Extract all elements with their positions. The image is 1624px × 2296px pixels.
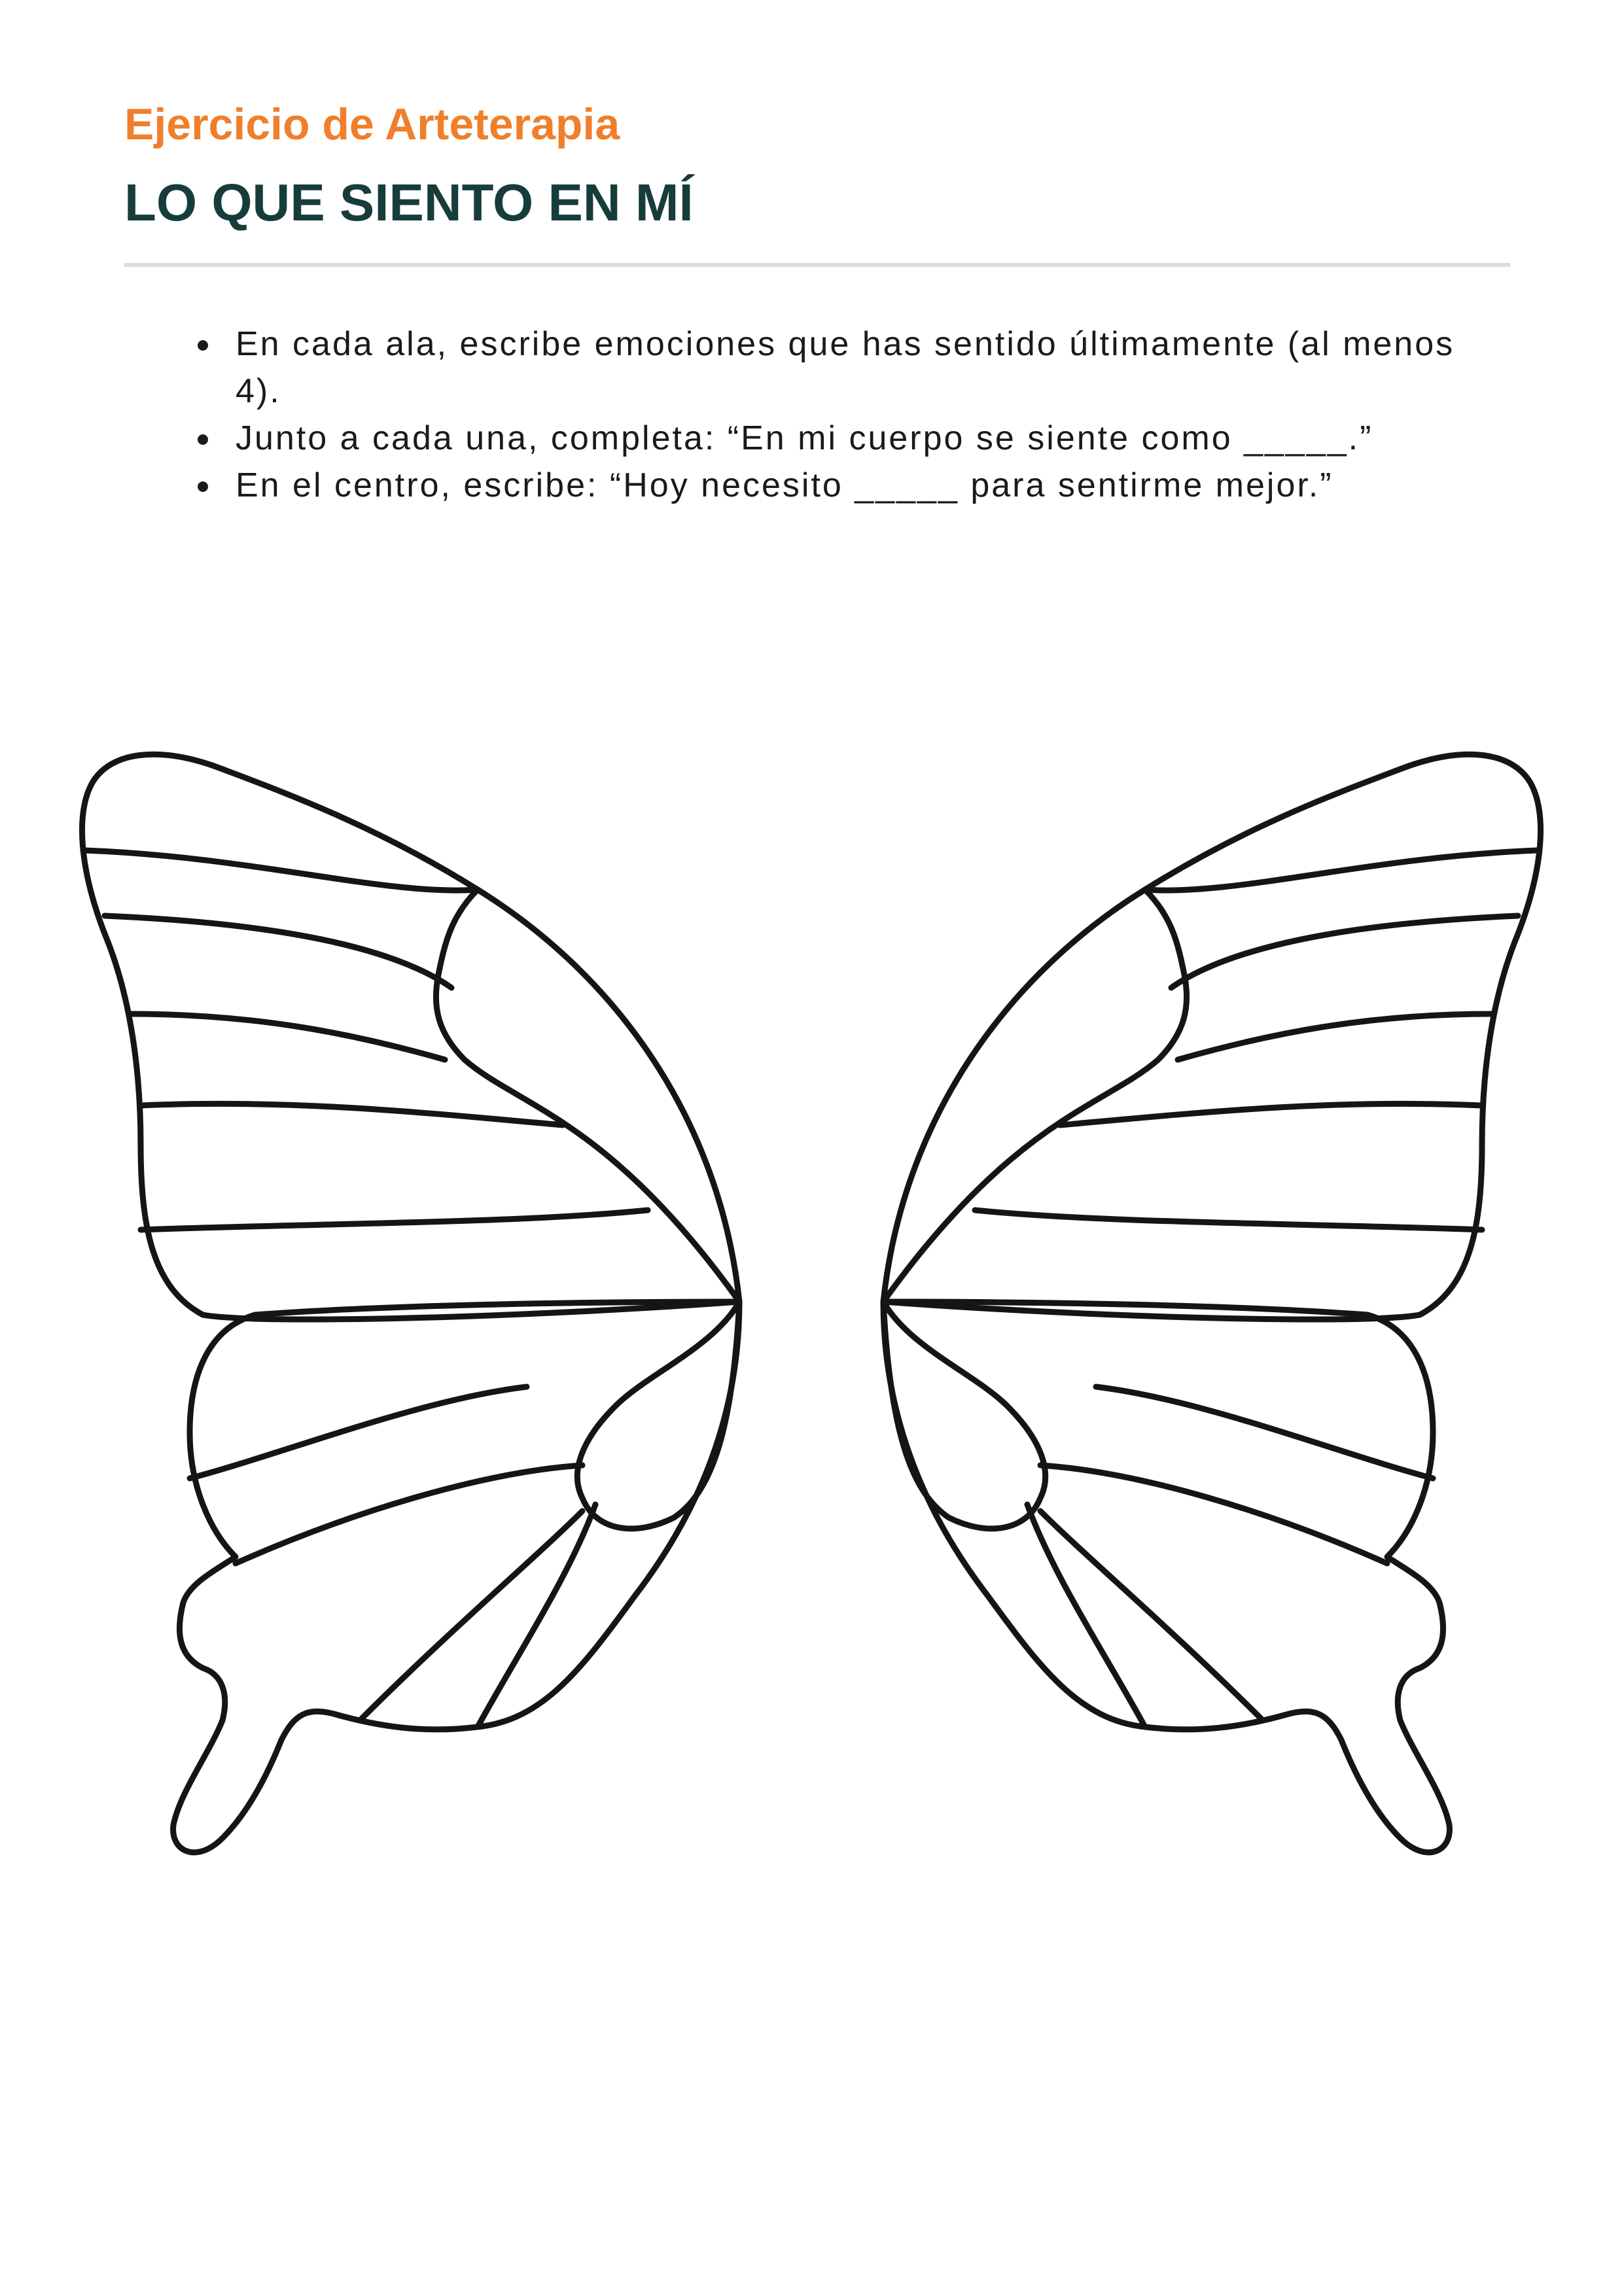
instruction-item: Junto a cada una, completa: “En mi cuerpo se siente como _____.”	[177, 415, 1472, 462]
right-hindwing-cell	[883, 1302, 1046, 1529]
left-forewing-cell	[436, 890, 739, 1302]
right-hindwing-outline	[883, 1302, 1449, 1852]
right-forewing-vein	[1171, 916, 1518, 988]
left-hindwing-vein	[190, 1387, 527, 1478]
left-wing	[82, 754, 739, 1852]
left-forewing-vein	[131, 1014, 445, 1060]
left-hindwing-vein	[360, 1511, 582, 1720]
left-forewing-vein	[141, 1210, 648, 1230]
left-forewing-outline	[82, 754, 739, 1319]
page-title: LO QUE SIENTO EN MÍ	[124, 173, 694, 232]
right-forewing-outline	[883, 754, 1541, 1319]
right-hindwing-vein	[1040, 1511, 1263, 1720]
right-forewing-vein	[1178, 1014, 1492, 1060]
right-hindwing-vein	[1027, 1505, 1145, 1727]
instruction-item: En cada ala, escribe emociones que has sentido últimamente (al menos 4).	[177, 321, 1472, 415]
right-forewing-vein	[975, 1210, 1482, 1230]
left-hindwing-vein	[478, 1505, 595, 1727]
right-hindwing-vein	[1096, 1387, 1433, 1478]
right-forewing-vein	[1060, 1104, 1482, 1125]
butterfly-wings-outline-icon	[59, 726, 1564, 1969]
right-wing	[883, 754, 1541, 1852]
left-forewing-vein	[141, 1104, 563, 1125]
right-forewing-cell	[883, 890, 1187, 1302]
exercise-subtitle: Ejercicio de Arteterapia	[124, 99, 620, 149]
left-forewing-vein	[105, 916, 451, 988]
instruction-item: En el centro, escribe: “Hoy necesito _____ para sentirme mejor.”	[177, 462, 1472, 509]
left-hindwing-outline	[173, 1302, 739, 1852]
left-hindwing-cell	[577, 1302, 739, 1529]
header-divider	[124, 263, 1510, 267]
right-hindwing-vein	[1040, 1465, 1387, 1563]
instructions-list	[177, 321, 1472, 509]
left-hindwing-vein	[236, 1465, 582, 1563]
